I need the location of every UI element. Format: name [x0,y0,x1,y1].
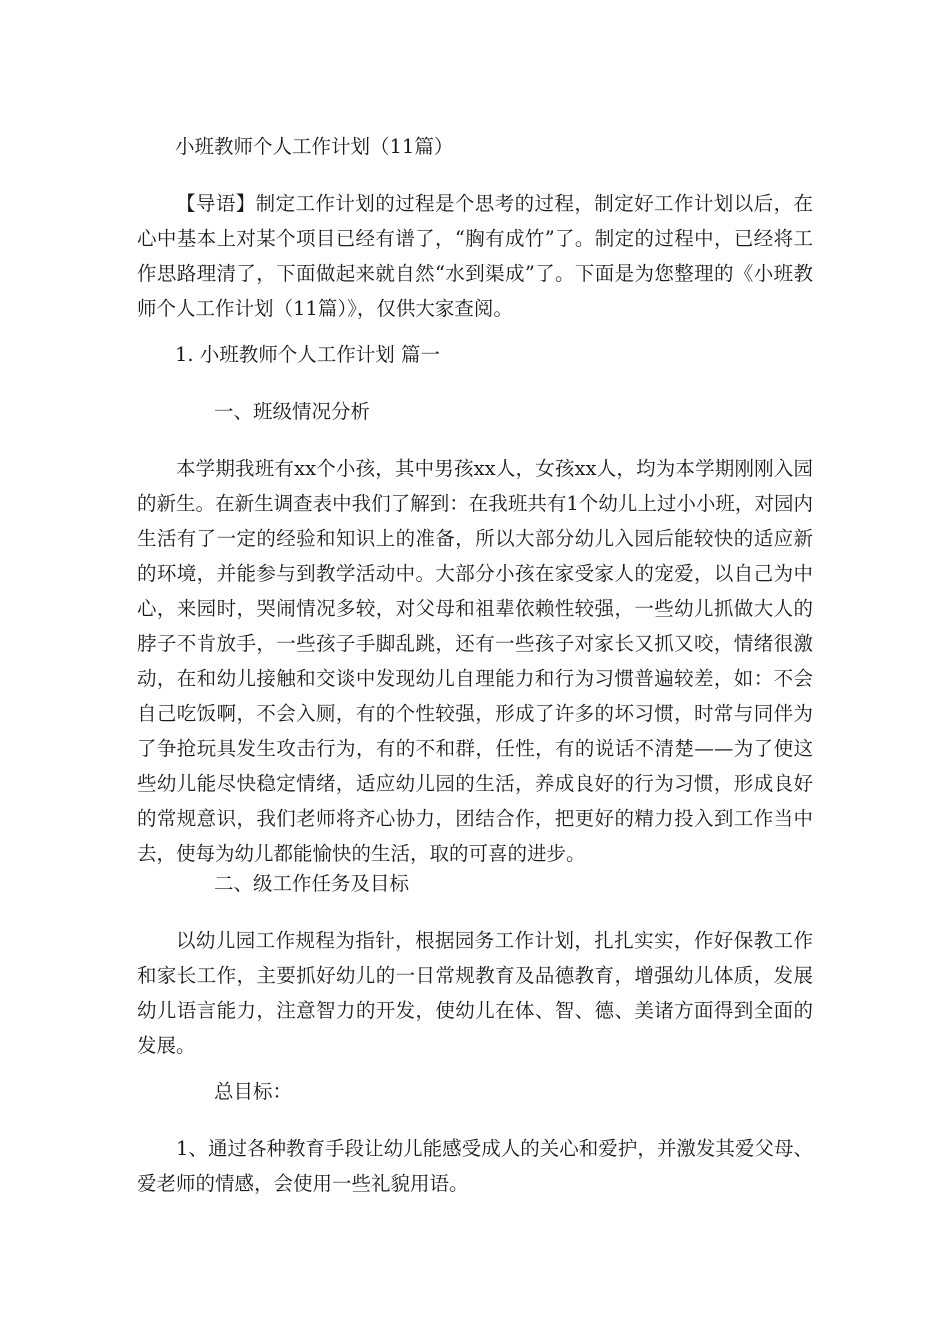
subsection-heading-class-analysis: 一、班级情况分析 [214,400,371,423]
tasks-goals-paragraph: 以幼儿园工作规程为指针，根据园务工作计划，扎扎实实，作好保教工作和家长工作，主要抓好幼儿的一日常规教育及品德教育，增强幼儿体质，发展幼儿语言能力，注意智力的开发，使幼儿在体、智、德、美诸方面得到全面的发展。 [137,929,813,1057]
subsection-heading-tasks-goals: 二、级工作任务及目标 [214,872,410,895]
document-title: 小班教师个人工作计划（11篇） [175,135,454,158]
class-analysis-paragraph: 本学期我班有xx个小孩，其中男孩xx人，女孩xx人，均为本学期刚刚入园的新生。在新生调查表中我们了解到：在我班共有1个幼儿上过小小班，对园内生活有了一定的经验和知识上的准备，所以大部分幼儿入园后能较快的适应新的环境，并能参与到教学活动中。大部分小孩在家受家人的宠爱，以自己为中心，来园时，哭闹情况多较，对父母和祖辈依赖性较强，一些幼儿抓做大人的脖子不肯放手，一些孩子手脚乱跳，还有一些孩子对家长又抓又咬，情绪很激动，在和幼儿接触和交谈中发现幼儿自理能力和行为习惯普遍较差，如：不会自己吃饭啊，不会入厕，有的个性较强，形成了许多的坏习惯，时常与同伴为了争抢玩具发生攻击行为，有的不和群，任性，有的说话不清楚——为了使这些幼儿能尽快稳定情绪，适应幼儿园的生活，养成良好的行为习惯，形成良好的常规意识，我们老师将齐心协力，团结合作，把更好的精力投入到工作当中去，使每为幼儿都能愉快的生活，取的可喜的进步。 [137,457,813,865]
section-heading: 1. 小班教师个人工作计划 篇一 [175,343,441,366]
intro-paragraph: 【导语】制定工作计划的过程是个思考的过程，制定好工作计划以后，在心中基本上对某个项目已经有谱了，“胸有成竹”了。制定的过程中，已经将工作思路理清了，下面做起来就自然“水到渠成”了。下面是为您整理的《小班教师个人工作计划（11篇）》，仅供大家查阅。 [137,192,813,320]
goal-item-1: 1、通过各种教育手段让幼儿能感受成人的关心和爱护，并激发其爱父母、爱老师的情感，会使用一些礼貌用语。 [137,1137,813,1195]
overall-goal-heading: 总目标： [214,1080,293,1103]
